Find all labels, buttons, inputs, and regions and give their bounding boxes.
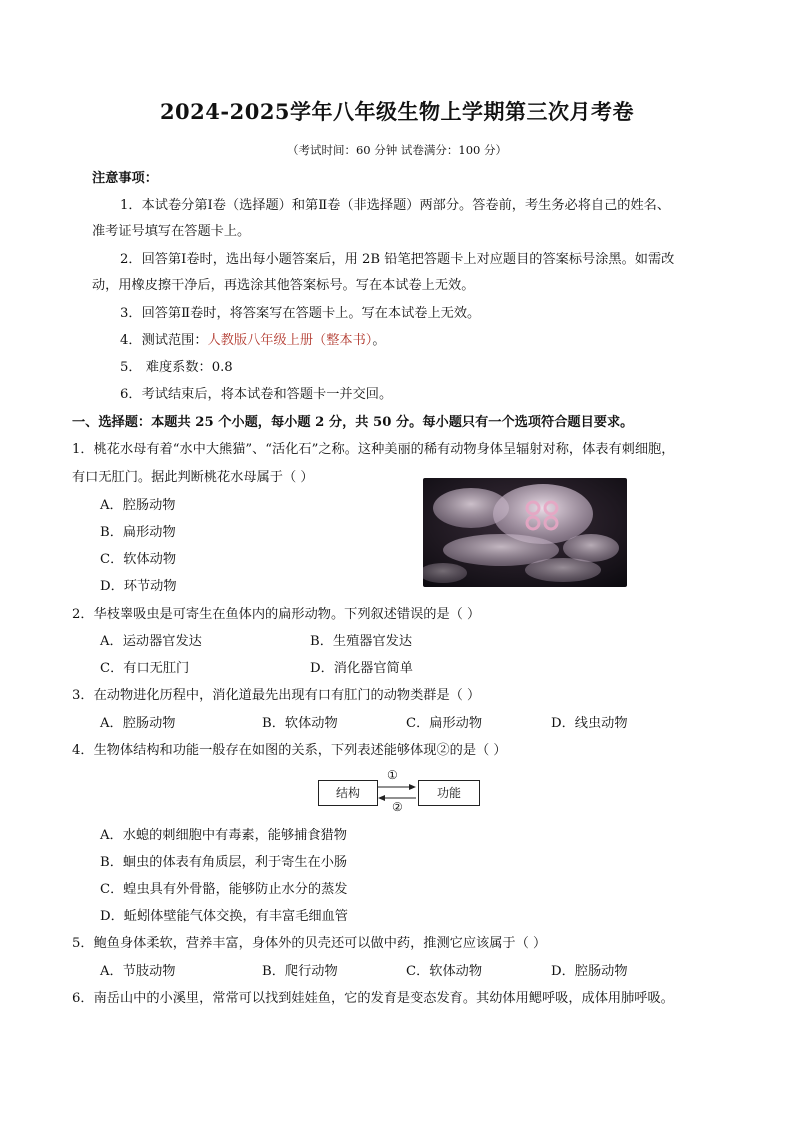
q1-stem-b: 有口无肛门。据此判断桃花水母属于（ ） [72, 470, 314, 485]
q5-option-b: B．爬行动物 [262, 964, 338, 979]
q1-option-d: D．环节动物 [100, 579, 177, 594]
arrow-label-1: ① [387, 768, 398, 782]
q3-option-d: D．线虫动物 [551, 716, 628, 731]
note-3: 3．回答第Ⅱ卷时，将答案写在答题卡上。写在本试卷上无效。 [120, 306, 481, 321]
arrow-label-2: ② [392, 800, 403, 814]
note-4: 4．测试范围：人教版八年级上册（整本书）。 [120, 333, 386, 348]
q1-option-b: B．扁形动物 [100, 525, 176, 540]
note-5: 5． 难度系数：0.8 [120, 360, 233, 375]
structure-box: 结构 [318, 780, 378, 806]
q5-option-d: D．腔肠动物 [551, 964, 628, 979]
q2-option-d: D．消化器官简单 [310, 661, 413, 676]
test-scope: 人教版八年级上册（整本书） [207, 333, 373, 348]
structure-function-diagram [316, 770, 486, 820]
q4-option-a: A．水螅的刺细胞中有毒素，能够捕食猎物 [100, 828, 347, 843]
q4-stem: 4．生物体结构和功能一般存在如图的关系，下列表述能够体现②的是（ ） [72, 743, 507, 758]
q2-stem: 2．华枝睾吸虫是可寄生在鱼体内的扁形动物。下列叙述错误的是（ ） [72, 607, 481, 622]
q3-option-b: B．软体动物 [262, 716, 338, 731]
q2-option-c: C．有口无肛门 [100, 661, 190, 676]
note-1a: 1．本试卷分第Ⅰ卷（选择题）和第Ⅱ卷（非选择题）两部分。答卷前，考生务必将自己的姓名、 [120, 198, 671, 213]
q6-stem: 6．南岳山中的小溪里，常常可以找到娃娃鱼，它的发育是变态发育。其幼体用鳃呼吸，成体用肺呼吸。 [72, 991, 674, 1006]
q1-option-a: A．腔肠动物 [100, 498, 176, 513]
q1-stem-a: 1．桃花水母有着“水中大熊猫”、“活化石”之称。这种美丽的稀有动物身体呈辐射对称，体表有刺细胞， [72, 442, 675, 457]
q4-option-d: D．蚯蚓体壁能气体交换，有丰富毛细血管 [100, 909, 348, 924]
q2-option-b: B．生殖器官发达 [310, 634, 413, 649]
q3-stem: 3．在动物进化历程中，消化道最先出现有口有肛门的动物类群是（ ） [72, 688, 481, 703]
q1-option-c: C．软体动物 [100, 552, 177, 567]
section-heading: 一、选择题：本题共 25 个小题，每小题 2 分，共 50 分。每小题只有一个选项符合题目要求。 [72, 415, 634, 430]
q5-stem: 5．鲍鱼身体柔软，营养丰富，身体外的贝壳还可以做中药，推测它应该属于（ ） [72, 936, 547, 951]
note-6: 6．考试结束后，将本试卷和答题卡一并交回。 [120, 387, 393, 402]
q5-option-a: A．节肢动物 [100, 964, 176, 979]
jellyfish-photo [423, 478, 627, 587]
note-2b: 动，用橡皮擦干净后，再选涂其他答案标号。写在本试卷上无效。 [92, 278, 475, 293]
note-1b: 准考证号填写在答题卡上。 [92, 224, 251, 239]
q5-option-c: C．软体动物 [406, 964, 483, 979]
page-title: 2024-2025学年八年级生物上学期第三次月考卷 [159, 99, 635, 124]
q2-option-a: A．运动器官发达 [100, 634, 202, 649]
q4-option-c: C．蝗虫具有外骨骼，能够防止水分的蒸发 [100, 882, 348, 897]
q4-option-b: B．蛔虫的体表有角质层，利于寄生在小肠 [100, 855, 348, 870]
q3-option-a: A．腔肠动物 [100, 716, 176, 731]
exam-info: （考试时间：60 分钟 试卷满分：100 分） [286, 143, 508, 157]
notes-heading: 注意事项： [92, 171, 158, 186]
function-box: 功能 [418, 780, 480, 806]
note-2a: 2．回答第Ⅰ卷时，选出每小题答案后，用 2B 铅笔把答题卡上对应题目的答案标号涂黑。如需改 [120, 252, 675, 267]
q3-option-c: C．扁形动物 [406, 716, 483, 731]
